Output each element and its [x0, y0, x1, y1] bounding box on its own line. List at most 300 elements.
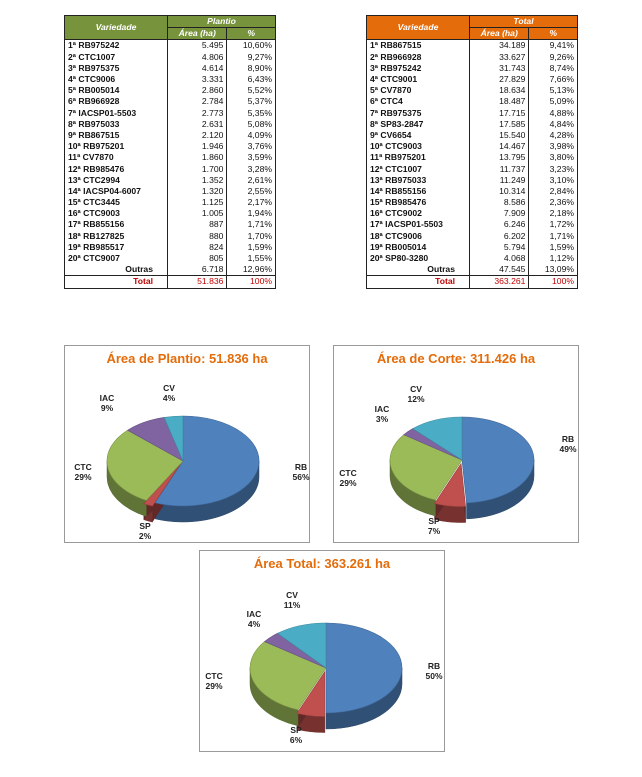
rank-text: 6ª	[370, 96, 378, 107]
rank-text: 10ª	[370, 141, 383, 152]
table-row	[367, 208, 578, 219]
pie-label-value: 4%	[247, 619, 261, 629]
outras-row	[65, 264, 276, 276]
variety-name: RB966928	[78, 96, 120, 107]
table-row	[367, 175, 578, 186]
table-row	[65, 242, 276, 253]
pie-chart-corte	[333, 345, 579, 543]
pct-cell: 2,18%	[529, 208, 578, 219]
rank-text: 4ª	[68, 74, 76, 85]
area-cell: 3.331	[168, 74, 227, 85]
area-cell: 1.700	[168, 163, 227, 174]
pie-label-iac	[100, 393, 115, 413]
area-cell: 1.005	[168, 208, 227, 219]
rank-text: 15ª	[68, 197, 81, 208]
rank-text: 2ª	[370, 51, 378, 62]
table-row	[65, 108, 276, 119]
table-row	[367, 197, 578, 208]
table-row	[65, 85, 276, 96]
variety-name: RB975375	[380, 107, 422, 118]
rank-text: 12ª	[370, 163, 383, 174]
table-row	[65, 197, 276, 208]
plantio-table-body	[65, 40, 276, 288]
variety-name: RB975242	[78, 40, 120, 51]
pct-cell: 2,17%	[227, 197, 276, 208]
area-cell: 1.125	[168, 197, 227, 208]
variety-name: RB867515	[78, 129, 120, 140]
variety-cell	[65, 242, 168, 253]
pct-cell: 2,55%	[227, 186, 276, 197]
pie-label-sp	[290, 725, 303, 745]
rank-text: 9ª	[370, 129, 378, 140]
variety-name: CV7870	[82, 152, 114, 163]
variety-name: RB975242	[380, 62, 422, 73]
variety-name: IACSP01-5503	[385, 219, 443, 230]
pie-label-name: SP	[428, 516, 440, 526]
area-cell: 805	[168, 253, 227, 264]
variety-name: CTC1007	[78, 51, 116, 62]
variety-cell	[65, 130, 168, 141]
total-pct: 100%	[227, 276, 276, 288]
pie-label-name: IAC	[246, 609, 262, 619]
table-row	[367, 152, 578, 163]
rank-text: 20ª	[370, 253, 383, 264]
variety-name: RB975033	[78, 118, 120, 129]
pct-cell: 9,41%	[529, 40, 578, 52]
pie-svg	[65, 346, 311, 544]
variety-cell	[65, 253, 168, 264]
variety-name: RB005014	[385, 241, 427, 252]
table-row	[367, 253, 578, 264]
pie-label-name: IAC	[374, 404, 390, 414]
variety-cell	[65, 231, 168, 242]
variety-cell	[65, 52, 168, 63]
outras-pct: 13,09%	[529, 264, 578, 276]
pie-label-cv	[407, 384, 424, 404]
variety-cell	[367, 197, 470, 208]
rank-text: 14ª	[370, 185, 383, 196]
area-cell: 10.314	[470, 186, 529, 197]
pie-label-value: 50%	[425, 671, 443, 681]
pie-label-sp	[139, 521, 152, 541]
variety-name: RB985476	[83, 163, 125, 174]
pie-label-value: 29%	[339, 478, 357, 488]
variety-name: CTC9003	[83, 208, 120, 219]
variety-cell	[367, 141, 470, 152]
table-row	[65, 74, 276, 85]
variety-cell	[367, 163, 470, 174]
pct-cell: 1,71%	[227, 219, 276, 230]
rank-text: 9ª	[68, 129, 76, 140]
area-cell: 1.320	[168, 186, 227, 197]
variety-name: CTC9001	[380, 74, 418, 85]
pie-label-iac	[375, 404, 390, 424]
table-row	[65, 175, 276, 186]
variety-name: IACSP01-5503	[78, 107, 137, 118]
pie-label-name: RB	[427, 661, 441, 671]
pct-cell: 1,55%	[227, 253, 276, 264]
variety-name: RB855156	[83, 219, 125, 230]
pie-chart-plantio	[64, 345, 310, 543]
area-cell: 6.246	[470, 219, 529, 230]
variety-header: Variedade	[367, 16, 470, 40]
area-cell: 15.540	[470, 130, 529, 141]
pct-cell: 3,98%	[529, 141, 578, 152]
rank-text: 1ª	[68, 40, 76, 51]
pct-cell: 3,23%	[529, 163, 578, 174]
rank-text: 4ª	[370, 74, 378, 85]
pct-cell: 1,59%	[529, 242, 578, 253]
area-cell: 34.189	[470, 40, 529, 52]
rank-text: 7ª	[370, 107, 378, 118]
variety-name: CTC1007	[385, 163, 422, 174]
pct-cell: 3,76%	[227, 141, 276, 152]
area-cell: 8.586	[470, 197, 529, 208]
total-table-body	[367, 40, 578, 288]
variety-cell	[367, 108, 470, 119]
rank-text: 14ª	[68, 185, 81, 196]
pct-cell: 1,59%	[227, 242, 276, 253]
table-row	[65, 208, 276, 219]
table-row	[65, 96, 276, 107]
pie-label-cv	[163, 383, 176, 403]
area-cell: 2.120	[168, 130, 227, 141]
table-row	[367, 141, 578, 152]
pie-svg	[200, 551, 446, 753]
variety-name: SP83-2847	[380, 118, 424, 129]
table-row	[367, 96, 578, 107]
pie-label-ctc	[339, 468, 357, 488]
pct-cell: 3,28%	[227, 163, 276, 174]
variety-cell	[65, 197, 168, 208]
area-cell: 4.614	[168, 63, 227, 74]
table-row	[65, 163, 276, 174]
variety-name: RB005014	[78, 85, 120, 96]
pct-cell: 5,13%	[529, 85, 578, 96]
variety-cell	[367, 119, 470, 130]
variety-name: IACSP04-6007	[83, 185, 141, 196]
pct-cell: 9,27%	[227, 52, 276, 63]
rank-text: 15ª	[370, 197, 383, 208]
pct-cell: 2,61%	[227, 175, 276, 186]
total-table	[366, 15, 578, 289]
variety-cell	[65, 186, 168, 197]
variety-cell	[367, 175, 470, 186]
variety-name: CTC2994	[83, 174, 120, 185]
rank-text: 13ª	[68, 174, 81, 185]
variety-cell	[367, 96, 470, 107]
total-pct: 100%	[529, 276, 578, 288]
total-area: 363.261	[470, 276, 529, 288]
pct-cell: 5,08%	[227, 119, 276, 130]
pie-label-value: 9%	[100, 403, 114, 413]
table-row	[367, 52, 578, 63]
total-area: 51.836	[168, 276, 227, 288]
table-row	[367, 219, 578, 230]
rank-text: 18ª	[370, 230, 383, 241]
variety-cell	[65, 152, 168, 163]
variety-name: RB855156	[385, 185, 427, 196]
table-row	[65, 63, 276, 74]
area-cell: 1.860	[168, 152, 227, 163]
pct-cell: 3,10%	[529, 175, 578, 186]
rank-text: 10ª	[68, 141, 81, 152]
variety-cell	[65, 74, 168, 85]
pct-cell: 5,35%	[227, 108, 276, 119]
rank-text: 12ª	[68, 163, 81, 174]
pct-cell: 7,66%	[529, 74, 578, 85]
area-cell: 17.715	[470, 108, 529, 119]
area-header: Área (ha)	[168, 28, 227, 40]
table-row	[65, 152, 276, 163]
variety-cell	[367, 130, 470, 141]
variety-cell	[65, 163, 168, 174]
pie-label-value: 7%	[427, 526, 441, 536]
area-cell: 7.909	[470, 208, 529, 219]
rank-text: 3ª	[370, 62, 378, 73]
table-row	[367, 119, 578, 130]
variety-cell	[367, 242, 470, 253]
outras-label: Outras	[367, 264, 470, 276]
variety-cell	[65, 119, 168, 130]
table-row	[367, 130, 578, 141]
variety-cell	[367, 52, 470, 63]
variety-name: RB975201	[83, 141, 125, 152]
table-row	[367, 74, 578, 85]
pct-cell: 4,09%	[227, 130, 276, 141]
variety-name: RB985517	[83, 241, 125, 252]
area-cell: 31.743	[470, 63, 529, 74]
area-cell: 5.495	[168, 40, 227, 52]
table-row	[367, 108, 578, 119]
total-group-header: Total	[470, 16, 578, 28]
rank-text: 17ª	[68, 219, 81, 230]
pct-cell: 3,80%	[529, 152, 578, 163]
pct-cell: 4,88%	[529, 108, 578, 119]
outras-area: 47.545	[470, 264, 529, 276]
pie-label-name: CV	[410, 384, 422, 394]
pie-label-name: IAC	[99, 393, 115, 403]
variety-name: RB985476	[385, 197, 427, 208]
rank-text: 18ª	[68, 230, 81, 241]
variety-cell	[367, 231, 470, 242]
pie-svg	[334, 346, 580, 544]
variety-cell	[367, 85, 470, 96]
area-cell: 11.249	[470, 175, 529, 186]
pie-label-value: 56%	[292, 472, 310, 482]
pct-cell: 1,70%	[227, 231, 276, 242]
pct-cell: 2,36%	[529, 197, 578, 208]
total-row	[367, 276, 578, 288]
outras-row	[367, 264, 578, 276]
variety-cell	[65, 141, 168, 152]
variety-name: CTC9006	[385, 230, 422, 241]
variety-name: CTC9007	[83, 253, 120, 264]
area-cell: 1.946	[168, 141, 227, 152]
variety-name: CTC9002	[385, 208, 422, 219]
variety-cell	[367, 40, 470, 52]
variety-name: CV6654	[380, 129, 412, 140]
pct-header: %	[227, 28, 276, 40]
variety-cell	[367, 208, 470, 219]
variety-cell	[367, 253, 470, 264]
pie-label-rb	[292, 462, 309, 482]
pie-label-value: 6%	[289, 735, 303, 745]
pie-label-name: CTC	[339, 468, 357, 478]
table-row	[65, 119, 276, 130]
rank-text: 11ª	[68, 152, 81, 163]
pie-label-value: 12%	[407, 394, 425, 404]
pie-label-cv	[284, 590, 301, 610]
area-cell: 18.487	[470, 96, 529, 107]
area-cell: 1.352	[168, 175, 227, 186]
pie-label-name: CTC	[74, 462, 92, 472]
area-cell: 4.806	[168, 52, 227, 63]
variety-cell	[65, 219, 168, 230]
variety-cell	[65, 85, 168, 96]
area-cell: 4.068	[470, 253, 529, 264]
pct-cell: 5,09%	[529, 96, 578, 107]
variety-name: SP80-3280	[385, 253, 429, 264]
pct-cell: 1,71%	[529, 231, 578, 242]
variety-name: CTC4	[380, 96, 403, 107]
pie-label-value: 4%	[162, 393, 176, 403]
outras-pct: 12,96%	[227, 264, 276, 276]
table-row	[65, 52, 276, 63]
pie-label-sp	[428, 516, 441, 536]
pct-cell: 5,37%	[227, 96, 276, 107]
table-row	[65, 40, 276, 52]
variety-name: CTC3445	[83, 197, 120, 208]
pie-label-name: CTC	[205, 671, 223, 681]
variety-name: RB975201	[384, 152, 426, 163]
rank-text: 5ª	[68, 85, 76, 96]
pie-label-ctc	[74, 462, 92, 482]
rank-text: 6ª	[68, 96, 76, 107]
table-row	[367, 231, 578, 242]
pct-cell: 8,90%	[227, 63, 276, 74]
area-cell: 18.634	[470, 85, 529, 96]
rank-text: 3ª	[68, 62, 76, 73]
rank-text: 8ª	[68, 118, 76, 129]
area-cell: 14.467	[470, 141, 529, 152]
variety-name: RB975375	[78, 62, 120, 73]
pie-label-value: 2%	[138, 531, 152, 541]
variety-cell	[65, 40, 168, 52]
table-row	[65, 141, 276, 152]
pct-cell: 4,84%	[529, 119, 578, 130]
rank-text: 19ª	[68, 241, 81, 252]
pie-label-value: 3%	[375, 414, 389, 424]
area-cell: 2.784	[168, 96, 227, 107]
pie-label-name: CV	[286, 590, 298, 600]
table-row	[65, 253, 276, 264]
plantio-table	[64, 15, 276, 289]
variety-cell	[367, 186, 470, 197]
variety-name: RB966928	[380, 51, 422, 62]
pct-cell: 1,72%	[529, 219, 578, 230]
pie-label-iac	[247, 609, 262, 629]
pie-label-rb	[559, 434, 576, 454]
pct-cell: 6,43%	[227, 74, 276, 85]
variety-cell	[367, 74, 470, 85]
outras-label: Outras	[65, 264, 168, 276]
variety-cell	[65, 108, 168, 119]
pie-label-value: 11%	[283, 600, 301, 610]
area-cell: 824	[168, 242, 227, 253]
pct-header: %	[529, 28, 578, 40]
chart-title: Área Total: 363.261 ha	[253, 556, 391, 571]
chart-title: Área de Corte: 311.426 ha	[376, 351, 536, 366]
area-cell: 2.773	[168, 108, 227, 119]
pie-label-name: SP	[290, 725, 302, 735]
total-label: Total	[65, 276, 168, 288]
pct-cell: 8,74%	[529, 63, 578, 74]
pct-cell: 4,28%	[529, 130, 578, 141]
variety-cell	[367, 63, 470, 74]
pie-label-rb	[425, 661, 442, 681]
rank-text: 5ª	[370, 85, 378, 96]
rank-text: 7ª	[68, 107, 76, 118]
area-cell: 33.627	[470, 52, 529, 63]
rank-text: 20ª	[68, 253, 81, 264]
pie-label-value: 29%	[74, 472, 92, 482]
pie-label-ctc	[205, 671, 223, 691]
chart-title: Área de Plantio: 51.836 ha	[106, 351, 268, 366]
rank-text: 8ª	[370, 118, 378, 129]
table-row	[367, 163, 578, 174]
table-row	[65, 219, 276, 230]
rank-text: 11ª	[370, 152, 383, 163]
area-cell: 2.631	[168, 119, 227, 130]
pie-label-name: RB	[294, 462, 308, 472]
variety-name: CTC9003	[385, 141, 422, 152]
pie-label-value: 29%	[205, 681, 223, 691]
variety-cell	[65, 208, 168, 219]
variety-name: RB975033	[385, 174, 427, 185]
rank-text: 19ª	[370, 241, 383, 252]
table-row	[65, 130, 276, 141]
total-label: Total	[367, 276, 470, 288]
outras-area: 6.718	[168, 264, 227, 276]
table-row	[65, 186, 276, 197]
rank-text: 16ª	[68, 208, 81, 219]
rank-text: 1ª	[370, 40, 378, 51]
pie-label-name: RB	[561, 434, 575, 444]
total-row	[65, 276, 276, 288]
area-header: Área (ha)	[470, 28, 529, 40]
pie-label-name: CV	[163, 383, 175, 393]
variety-cell	[65, 96, 168, 107]
rank-text: 2ª	[68, 51, 76, 62]
table-row	[367, 40, 578, 52]
variety-name: RB127825	[83, 230, 125, 241]
variety-header: Variedade	[65, 16, 168, 40]
pct-cell: 2,84%	[529, 186, 578, 197]
area-cell: 5.794	[470, 242, 529, 253]
table-row	[367, 85, 578, 96]
area-cell: 2.860	[168, 85, 227, 96]
variety-cell	[367, 152, 470, 163]
pct-cell: 3,59%	[227, 152, 276, 163]
rank-text: 17ª	[370, 219, 383, 230]
pie-label-name: SP	[139, 521, 151, 531]
variety-name: CV7870	[380, 85, 412, 96]
variety-name: CTC9006	[78, 74, 116, 85]
pie-label-value: 49%	[559, 444, 577, 454]
area-cell: 27.829	[470, 74, 529, 85]
pct-cell: 1,12%	[529, 253, 578, 264]
